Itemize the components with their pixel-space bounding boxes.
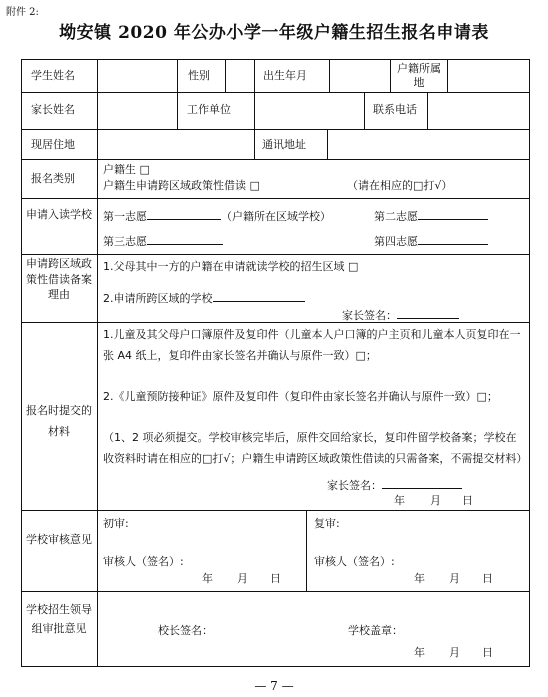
- cross-region-signature: [342, 306, 459, 323]
- leader-approval-label: 学校招生领导组审批意见: [26, 603, 92, 635]
- form-title: 坳安镇 2020 年公办小学一年级户籍生招生报名申请表: [59, 23, 489, 43]
- second-review-year: 年: [414, 572, 425, 585]
- fourth-choice-row: [374, 232, 488, 249]
- materials-day: 日: [462, 494, 473, 507]
- materials-sign-field[interactable]: [382, 476, 462, 489]
- second-reviewer-sign: 审核人（签名）:: [314, 555, 395, 568]
- third-choice-label: 第三志愿: [103, 235, 147, 248]
- first-review-year: 年: [202, 572, 213, 585]
- fourth-choice-label: 第四志愿: [374, 235, 418, 248]
- attachment-label: 附件 2:: [6, 7, 39, 18]
- first-review-day: 日: [270, 572, 281, 585]
- cross-region-school-label: 2.申请所跨区域的学校: [103, 292, 213, 305]
- cross-region-sign-field[interactable]: [397, 306, 459, 319]
- category-option-cross-region: 户籍生申请跨区域政策性借读 □: [103, 179, 260, 192]
- materials-note: （1、2 项必须提交。学校审核完毕后，原件交回给家长，复印件留学校备案；学校在收资料时请在相应的□打√；户籍生申请跨区域政策性借读的只需备案，不需提交材料）: [103, 431, 528, 465]
- address-label: 现居住地: [31, 138, 75, 151]
- third-choice-field[interactable]: [147, 232, 223, 245]
- category-note: （请在相应的□打√）: [347, 179, 453, 192]
- cross-region-reason-label: 申请跨区域政策性借读备案理由: [26, 257, 92, 301]
- second-choice-row: [374, 207, 488, 224]
- page-number: — 7 —: [254, 679, 294, 693]
- first-choice-note: （户籍所在区域学校）: [221, 210, 331, 223]
- cross-region-school-field[interactable]: [213, 289, 305, 302]
- category-option-hukou: 户籍生 □: [103, 163, 150, 176]
- materials-year: 年: [394, 494, 405, 507]
- first-choice-label: 第一志愿: [103, 210, 147, 223]
- phone-label: 联系电话: [373, 103, 417, 116]
- school-review-label: 学校审核意见: [26, 533, 92, 546]
- school-choice-row-1: [103, 207, 331, 224]
- first-review-month: 月: [237, 572, 248, 585]
- hukou-place-label: 户籍所属地: [397, 62, 441, 89]
- first-reviewer-sign: 审核人（签名）:: [103, 555, 184, 568]
- approval-year: 年: [414, 646, 425, 659]
- cross-region-sign-label: 家长签名：: [342, 309, 397, 322]
- mailing-address-label: 通讯地址: [262, 138, 306, 151]
- student-name-label: 学生姓名: [31, 69, 75, 82]
- fourth-choice-field[interactable]: [418, 232, 488, 245]
- first-choice-field[interactable]: [147, 207, 221, 220]
- cross-region-item-2: [103, 289, 305, 306]
- third-choice-row: [103, 232, 223, 249]
- workplace-label: 工作单位: [187, 103, 231, 116]
- school-choice-label: 申请入读学校: [26, 208, 92, 221]
- materials-month: 月: [430, 494, 441, 507]
- second-review-day: 日: [482, 572, 493, 585]
- parent-name-label: 家长姓名: [31, 103, 75, 116]
- principal-signature-label: 校长签名：: [158, 624, 213, 637]
- second-choice-label: 第二志愿: [374, 210, 418, 223]
- materials-label: 报名时提交的材料: [26, 404, 92, 438]
- second-choice-field[interactable]: [418, 207, 488, 220]
- application-form-table: [21, 59, 530, 667]
- materials-item-2: 2.《儿童预防接种证》原件及复印件（复印件由家长签名并确认与原件一致）□；: [103, 390, 498, 403]
- materials-sign-label: 家长签名：: [327, 479, 382, 492]
- materials-signature: [327, 476, 462, 493]
- category-label: 报名类别: [31, 172, 75, 185]
- birth-date-label: 出生年月: [263, 69, 307, 82]
- second-review-month: 月: [449, 572, 460, 585]
- materials-item-1: 1.儿童及其父母户口簿原件及复印件（儿童本人户口簿的户主页和儿童本人页复印在一张 A4 纸上，复印件由家长签名并确认与原件一致）□；: [103, 328, 521, 362]
- gender-label: 性别: [188, 69, 210, 82]
- cross-region-item-1: 1.父母其中一方的户籍在申请就读学校的招生区域 □: [103, 260, 359, 273]
- approval-day: 日: [482, 646, 493, 659]
- approval-month: 月: [449, 646, 460, 659]
- second-review-label: 复审:: [314, 517, 340, 530]
- first-review-label: 初审:: [103, 517, 129, 530]
- school-seal-label: 学校盖章：: [348, 624, 403, 637]
